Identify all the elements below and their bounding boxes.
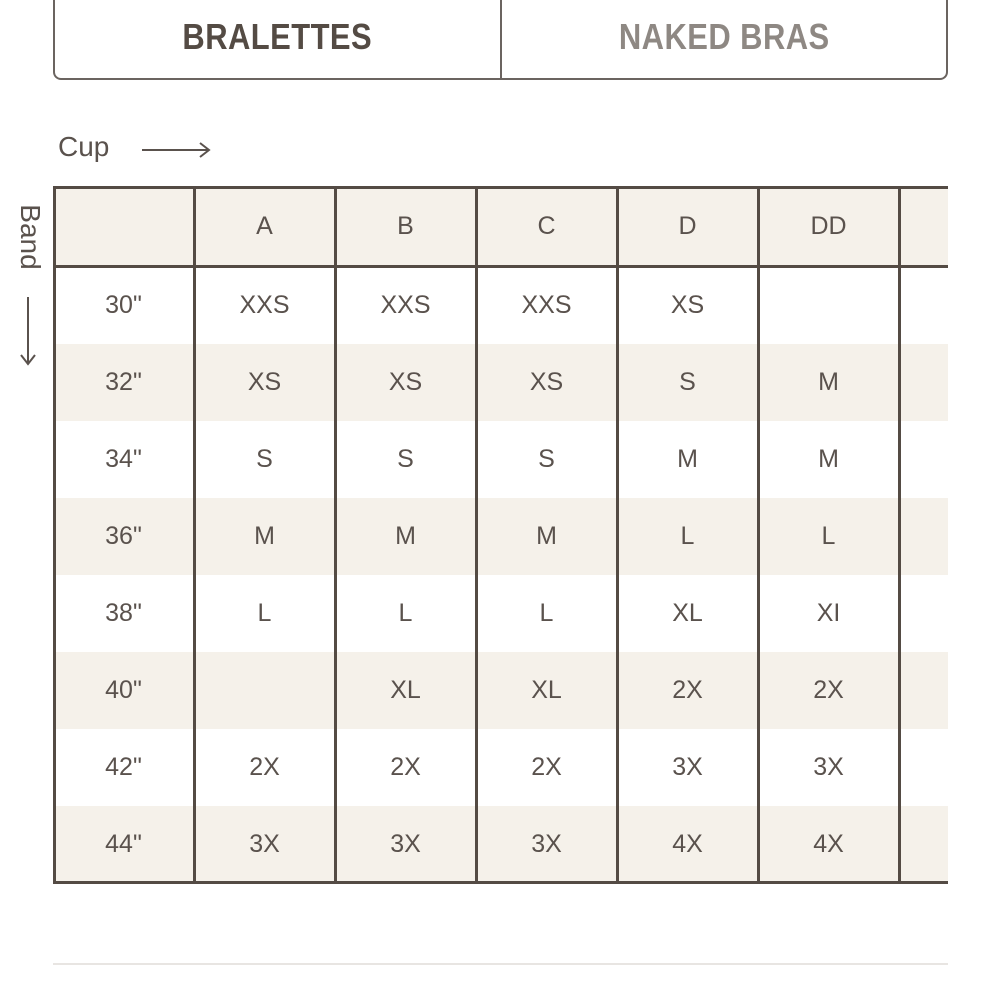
- band-size: 32": [105, 368, 142, 396]
- column-divider: [757, 186, 760, 883]
- column-header: B: [397, 211, 414, 240]
- band-size: 44": [105, 830, 142, 858]
- size-cell: XS: [670, 291, 705, 319]
- size-cell: XI: [816, 599, 841, 627]
- tab-bralettes[interactable]: BRALETTES: [182, 16, 373, 57]
- size-cell: 3X: [672, 753, 703, 781]
- size-cell: 4X: [672, 830, 703, 858]
- tab-naked-bras[interactable]: NAKED BRAS: [618, 16, 830, 57]
- size-cell: S: [397, 445, 414, 473]
- size-cell: XXS: [521, 291, 572, 319]
- size-cell: L: [398, 599, 413, 627]
- band-size: 40": [105, 676, 142, 704]
- size-cell: XL: [531, 676, 562, 704]
- product-tabs: [53, 0, 948, 80]
- size-cell: 2X: [672, 676, 703, 704]
- size-cell: XS: [529, 368, 564, 396]
- size-cell: M: [254, 522, 275, 550]
- size-cell: M: [818, 368, 839, 396]
- table-row: [53, 729, 948, 806]
- column-divider: [193, 186, 196, 883]
- size-cell: S: [256, 445, 273, 473]
- size-cell: M: [677, 445, 698, 473]
- column-divider: [334, 186, 337, 883]
- header-corner: [53, 186, 194, 266]
- size-cell: [194, 652, 335, 729]
- band-axis-label: Band: [15, 204, 46, 270]
- size-cell: XS: [388, 368, 423, 396]
- table-row: [53, 806, 948, 883]
- size-cell: L: [257, 599, 272, 627]
- table-header-row: [53, 186, 948, 266]
- table-bottom-border: [53, 881, 948, 884]
- table-top-border: [53, 186, 948, 189]
- size-cell: 4X: [813, 830, 844, 858]
- band-size: 34": [105, 445, 142, 473]
- size-cell: XXS: [239, 291, 290, 319]
- size-chart-table: [53, 186, 948, 883]
- size-cell: 2X: [813, 676, 844, 704]
- band-axis-label-wrap: [14, 197, 44, 277]
- size-cell: XS: [247, 368, 282, 396]
- column-divider: [898, 186, 901, 883]
- size-cell: M: [536, 522, 557, 550]
- size-cell: M: [818, 445, 839, 473]
- column-divider: [475, 186, 478, 883]
- size-cell: 3X: [390, 830, 421, 858]
- size-cell: XXS: [380, 291, 431, 319]
- size-cell: L: [680, 522, 695, 550]
- size-cell: 3X: [531, 830, 562, 858]
- arrow-down-icon: [17, 295, 39, 367]
- size-cell: 3X: [249, 830, 280, 858]
- size-cell: L: [821, 522, 836, 550]
- size-cell: S: [538, 445, 555, 473]
- band-size: 42": [105, 753, 142, 781]
- size-cell: XL: [390, 676, 421, 704]
- size-cell: 3X: [813, 753, 844, 781]
- column-header: DD: [810, 211, 847, 240]
- column-divider: [616, 186, 619, 883]
- cup-axis-label: Cup: [58, 131, 110, 162]
- table-row: [53, 344, 948, 421]
- table-left-border: [53, 186, 56, 883]
- table-row: [53, 267, 948, 344]
- size-cell: [758, 267, 899, 344]
- table-row: [53, 498, 948, 575]
- band-size: 36": [105, 522, 142, 550]
- column-header: A: [256, 211, 273, 240]
- arrow-right-icon: [140, 139, 212, 161]
- size-cell: M: [395, 522, 416, 550]
- divider: [53, 963, 948, 965]
- size-cell: 2X: [249, 753, 280, 781]
- header-divider: [53, 265, 948, 268]
- size-cell: L: [539, 599, 554, 627]
- column-header: D: [678, 211, 697, 240]
- size-cell: 2X: [390, 753, 421, 781]
- table-row: [53, 652, 948, 729]
- size-cell: S: [679, 368, 696, 396]
- size-cell: 2X: [531, 753, 562, 781]
- column-header: C: [537, 211, 556, 240]
- table-row: [53, 575, 948, 652]
- tab-divider: [500, 0, 502, 78]
- band-size: 30": [105, 291, 142, 319]
- size-cell: XL: [672, 599, 703, 627]
- table-row: [53, 421, 948, 498]
- band-size: 38": [105, 599, 142, 627]
